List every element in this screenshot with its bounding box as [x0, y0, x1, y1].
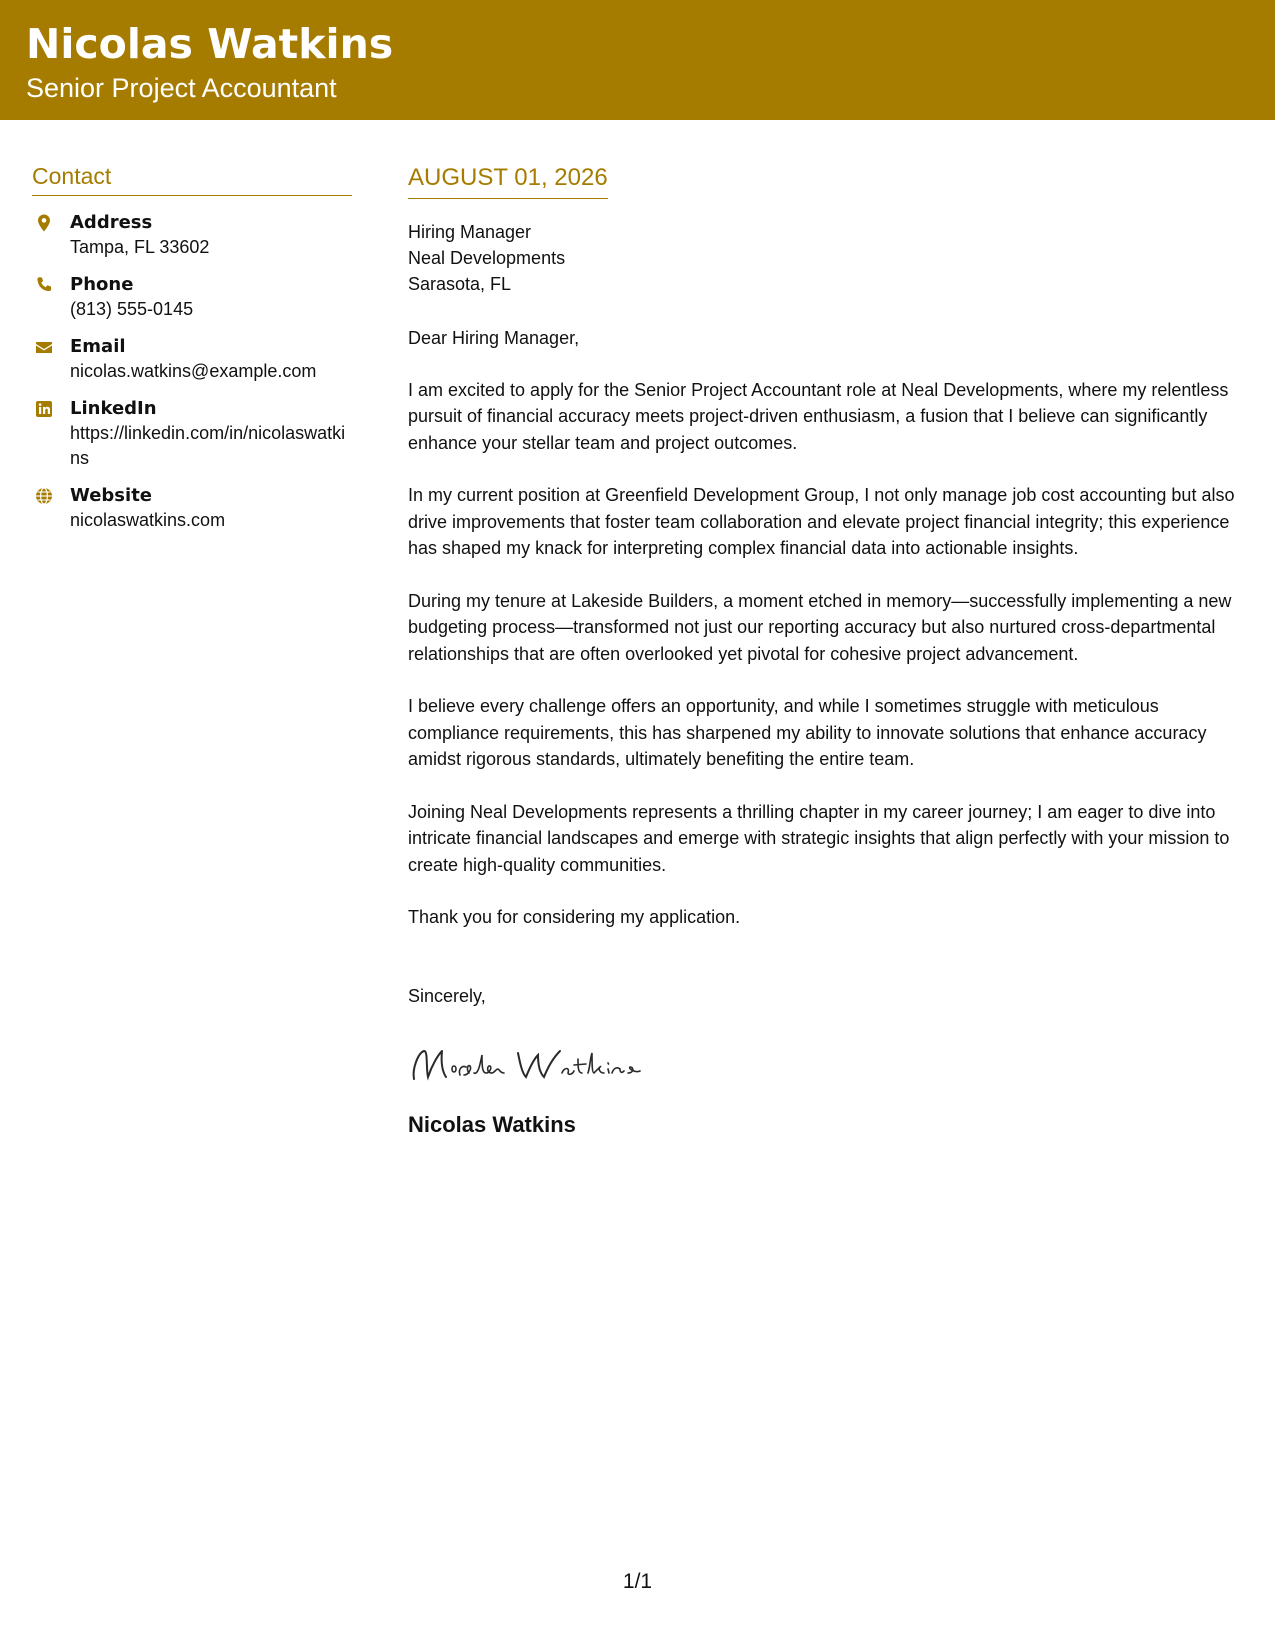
- envelope-icon: [34, 337, 54, 357]
- contact-label-website: Website: [70, 484, 153, 506]
- contact-item-linkedin: [32, 396, 352, 471]
- globe-icon: [34, 486, 54, 506]
- page-number: 1/1: [622, 1570, 653, 1593]
- contact-value-email[interactable]: nicolas.watkins@example.com: [70, 360, 317, 381]
- phone-icon: [34, 275, 54, 295]
- contact-value-address: Tampa, FL 33602: [70, 236, 210, 257]
- recipient-line: Sarasota, FL: [408, 273, 512, 294]
- applicant-title: Senior Project Accountant: [26, 73, 337, 103]
- contact-sidebar: [32, 162, 352, 533]
- contact-value-linkedin[interactable]: https://linkedin.com/in/nicolaswatkins: [70, 422, 346, 468]
- recipient-block: [408, 219, 1253, 297]
- contact-label-phone: Phone: [70, 273, 134, 295]
- body-paragraph: Thank you for considering my application.: [408, 907, 741, 928]
- recipient-line: Neal Developments: [408, 247, 566, 268]
- body-paragraph: I believe every challenge offers an opportunity, and while I sometimes struggle with meticulous compliance requirements, this has sharpened my ability to innovate solutions that enhance accuracy amidst rigorous standards, ultimately benefiting the entire team.: [408, 696, 1207, 770]
- body-paragraph: During my tenure at Lakeside Builders, a moment etched in memory—successfully implementing a new budgeting process—transformed not just our reporting accuracy but also nurtured cross-departmental relationships that are often overlooked yet pivotal for cohesive project advancement.: [408, 590, 1232, 664]
- letter-date: AUGUST 01, 2026: [408, 164, 608, 199]
- body-paragraph: I am excited to apply for the Senior Project Accountant role at Neal Developments, where my relentless pursuit of financial accuracy meets project-driven enthusiasm, a fusion that I believe can significantly enhance your stellar team and project outcomes.: [408, 379, 1229, 453]
- contact-item-address: [32, 210, 352, 260]
- map-pin-icon: [34, 213, 54, 233]
- applicant-name: Nicolas Watkins: [26, 20, 394, 68]
- signature-image: [408, 1039, 668, 1089]
- contact-heading: Contact: [32, 162, 352, 196]
- recipient-line: Hiring Manager: [408, 221, 532, 242]
- closing: Sincerely,: [408, 985, 486, 1006]
- contact-item-website: [32, 483, 352, 533]
- contact-label-linkedin: LinkedIn: [70, 397, 157, 419]
- greeting: Dear Hiring Manager,: [408, 327, 580, 348]
- letter-body: [408, 164, 1253, 1139]
- body-paragraph: In my current position at Greenfield Development Group, I not only manage job cost accounting but also drive improvements that foster team collaboration and elevate project financial integrity; this experience has shaped my knack for interpreting complex financial data into actionable insights.: [408, 485, 1235, 559]
- body-paragraph: Joining Neal Developments represents a thrilling chapter in my career journey; I am eager to dive into intricate financial landscapes and emerge with strategic insights that align perfectly with your mission to create high-quality communities.: [408, 801, 1230, 875]
- contact-label-address: Address: [70, 211, 153, 233]
- contact-item-email: [32, 334, 352, 384]
- contact-list: [32, 210, 352, 533]
- contact-label-email: Email: [70, 335, 126, 357]
- contact-value-website[interactable]: nicolaswatkins.com: [70, 509, 226, 530]
- header-banner: [0, 0, 1275, 120]
- linkedin-icon: [34, 399, 54, 419]
- contact-value-phone: (813) 555-0145: [70, 298, 194, 319]
- contact-item-phone: [32, 272, 352, 322]
- signed-name: Nicolas Watkins: [408, 1111, 576, 1137]
